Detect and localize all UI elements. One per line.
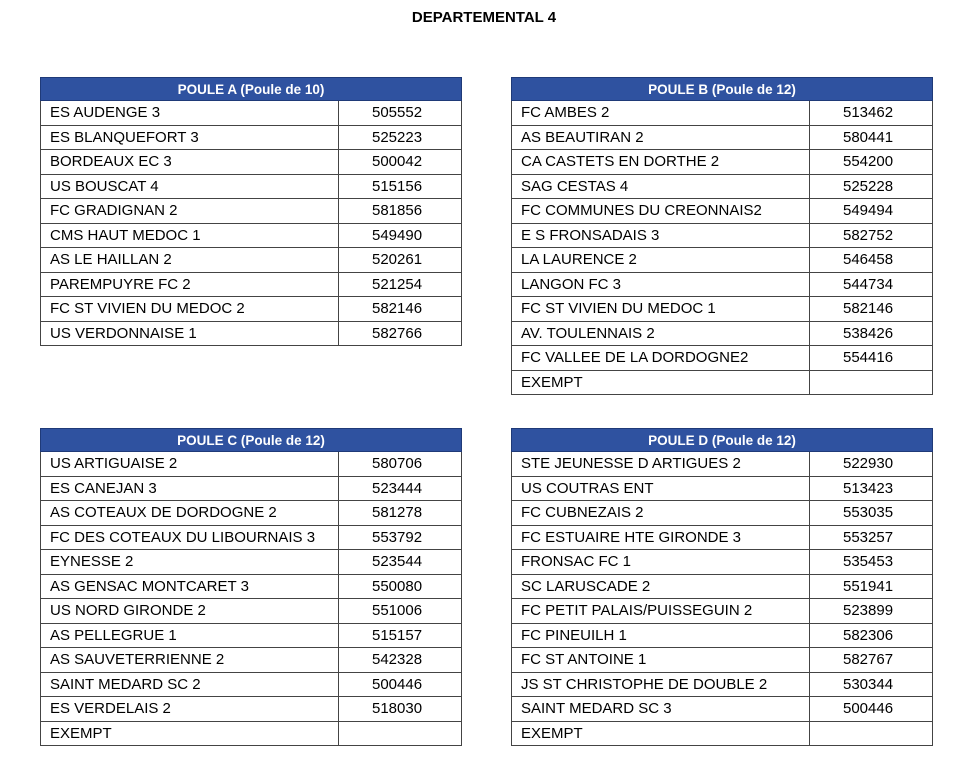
table-row bbox=[41, 721, 462, 746]
team-name-cell: AS BEAUTIRAN 2 bbox=[512, 125, 810, 150]
club-code-cell: 505552 bbox=[339, 101, 462, 126]
table-row bbox=[512, 223, 933, 248]
table-row bbox=[512, 525, 933, 550]
club-code-cell: 500446 bbox=[810, 697, 933, 722]
club-code-cell: 554200 bbox=[810, 150, 933, 175]
team-name-cell: FC VALLEE DE LA DORDOGNE2 bbox=[512, 346, 810, 371]
team-name-cell: FC DES COTEAUX DU LIBOURNAIS 3 bbox=[41, 525, 339, 550]
club-code-cell: 554416 bbox=[810, 346, 933, 371]
club-code-cell: 520261 bbox=[339, 248, 462, 273]
club-code-cell: 523899 bbox=[810, 599, 933, 624]
table-row bbox=[41, 174, 462, 199]
team-name-cell: FC ST ANTOINE 1 bbox=[512, 648, 810, 673]
club-code-cell: 500446 bbox=[339, 672, 462, 697]
poule-b-header: POULE B (Poule de 12) bbox=[512, 78, 933, 101]
table-row bbox=[512, 501, 933, 526]
poule-d-header: POULE D (Poule de 12) bbox=[512, 429, 933, 452]
table-row bbox=[512, 476, 933, 501]
poule-c-header: POULE C (Poule de 12) bbox=[41, 429, 462, 452]
table-row bbox=[41, 223, 462, 248]
team-name-cell: FC ST VIVIEN DU MEDOC 2 bbox=[41, 297, 339, 322]
team-name-cell: E S FRONSADAIS 3 bbox=[512, 223, 810, 248]
poule-b-table bbox=[511, 77, 933, 395]
team-name-cell: EYNESSE 2 bbox=[41, 550, 339, 575]
team-name-cell: ES CANEJAN 3 bbox=[41, 476, 339, 501]
table-row bbox=[41, 150, 462, 175]
table-row bbox=[512, 321, 933, 346]
poule-d-table bbox=[511, 428, 933, 746]
table-row bbox=[512, 125, 933, 150]
team-name-cell: AV. TOULENNAIS 2 bbox=[512, 321, 810, 346]
club-code-cell: 515157 bbox=[339, 623, 462, 648]
team-name-cell: PAREMPUYRE FC 2 bbox=[41, 272, 339, 297]
table-row bbox=[41, 321, 462, 346]
team-name-cell: CA CASTETS EN DORTHE 2 bbox=[512, 150, 810, 175]
table-row bbox=[512, 297, 933, 322]
team-name-cell: CMS HAUT MEDOC 1 bbox=[41, 223, 339, 248]
team-name-cell: AS GENSAC MONTCARET 3 bbox=[41, 574, 339, 599]
poule-header-row bbox=[512, 429, 933, 452]
team-name-cell: FRONSAC FC 1 bbox=[512, 550, 810, 575]
table-row bbox=[512, 550, 933, 575]
table-row bbox=[512, 370, 933, 395]
team-name-cell: FC AMBES 2 bbox=[512, 101, 810, 126]
team-name-cell: US COUTRAS ENT bbox=[512, 476, 810, 501]
club-code-cell: 542328 bbox=[339, 648, 462, 673]
club-code-cell: 581278 bbox=[339, 501, 462, 526]
club-code-cell: 553257 bbox=[810, 525, 933, 550]
club-code-cell: 544734 bbox=[810, 272, 933, 297]
club-code-cell: 550080 bbox=[339, 574, 462, 599]
poule-a-header: POULE A (Poule de 10) bbox=[41, 78, 462, 101]
club-code-cell: 538426 bbox=[810, 321, 933, 346]
club-code-cell: 515156 bbox=[339, 174, 462, 199]
table-row bbox=[512, 672, 933, 697]
table-row bbox=[512, 248, 933, 273]
team-name-cell: FC CUBNEZAIS 2 bbox=[512, 501, 810, 526]
team-name-cell: AS LE HAILLAN 2 bbox=[41, 248, 339, 273]
club-code-cell: 530344 bbox=[810, 672, 933, 697]
table-row bbox=[41, 672, 462, 697]
team-name-cell: ES BLANQUEFORT 3 bbox=[41, 125, 339, 150]
team-name-cell: AS PELLEGRUE 1 bbox=[41, 623, 339, 648]
team-name-cell: FC PETIT PALAIS/PUISSEGUIN 2 bbox=[512, 599, 810, 624]
table-row bbox=[41, 697, 462, 722]
table-row bbox=[41, 101, 462, 126]
table-row bbox=[41, 648, 462, 673]
team-name-cell: FC ST VIVIEN DU MEDOC 1 bbox=[512, 297, 810, 322]
club-code-cell bbox=[810, 721, 933, 746]
club-code-cell: 549494 bbox=[810, 199, 933, 224]
club-code-cell: 580441 bbox=[810, 125, 933, 150]
club-code-cell: 513462 bbox=[810, 101, 933, 126]
club-code-cell: 523544 bbox=[339, 550, 462, 575]
table-row bbox=[41, 623, 462, 648]
club-code-cell: 582146 bbox=[810, 297, 933, 322]
club-code-cell: 551006 bbox=[339, 599, 462, 624]
team-name-cell: BORDEAUX EC 3 bbox=[41, 150, 339, 175]
team-name-cell: EXEMPT bbox=[41, 721, 339, 746]
poule-header-row bbox=[512, 78, 933, 101]
club-code-cell: 582306 bbox=[810, 623, 933, 648]
club-code-cell: 525228 bbox=[810, 174, 933, 199]
poule-header-row bbox=[41, 78, 462, 101]
table-row bbox=[41, 199, 462, 224]
team-name-cell: FC GRADIGNAN 2 bbox=[41, 199, 339, 224]
team-name-cell: LANGON FC 3 bbox=[512, 272, 810, 297]
team-name-cell: SAG CESTAS 4 bbox=[512, 174, 810, 199]
team-name-cell: US NORD GIRONDE 2 bbox=[41, 599, 339, 624]
table-row bbox=[41, 452, 462, 477]
team-name-cell: FC ESTUAIRE HTE GIRONDE 3 bbox=[512, 525, 810, 550]
team-name-cell: US VERDONNAISE 1 bbox=[41, 321, 339, 346]
team-name-cell: JS ST CHRISTOPHE DE DOUBLE 2 bbox=[512, 672, 810, 697]
team-name-cell: AS SAUVETERRIENNE 2 bbox=[41, 648, 339, 673]
table-row bbox=[41, 525, 462, 550]
team-name-cell: SAINT MEDARD SC 3 bbox=[512, 697, 810, 722]
table-row bbox=[41, 125, 462, 150]
club-code-cell: 549490 bbox=[339, 223, 462, 248]
team-name-cell: SAINT MEDARD SC 2 bbox=[41, 672, 339, 697]
table-row bbox=[512, 648, 933, 673]
team-name-cell: EXEMPT bbox=[512, 721, 810, 746]
table-row bbox=[41, 272, 462, 297]
team-name-cell: FC PINEUILH 1 bbox=[512, 623, 810, 648]
team-name-cell: FC COMMUNES DU CREONNAIS2 bbox=[512, 199, 810, 224]
table-row bbox=[512, 346, 933, 371]
table-row bbox=[512, 574, 933, 599]
table-row bbox=[512, 101, 933, 126]
club-code-cell: 582146 bbox=[339, 297, 462, 322]
team-name-cell: SC LARUSCADE 2 bbox=[512, 574, 810, 599]
club-code-cell: 521254 bbox=[339, 272, 462, 297]
table-row bbox=[41, 574, 462, 599]
team-name-cell: EXEMPT bbox=[512, 370, 810, 395]
club-code-cell: 513423 bbox=[810, 476, 933, 501]
table-row bbox=[512, 623, 933, 648]
table-row bbox=[512, 721, 933, 746]
page-title: DEPARTEMENTAL 4 bbox=[411, 9, 557, 26]
team-name-cell: US ARTIGUAISE 2 bbox=[41, 452, 339, 477]
club-code-cell: 582767 bbox=[810, 648, 933, 673]
table-row bbox=[41, 248, 462, 273]
club-code-cell: 518030 bbox=[339, 697, 462, 722]
club-code-cell bbox=[339, 721, 462, 746]
table-row bbox=[512, 150, 933, 175]
team-name-cell: STE JEUNESSE D ARTIGUES 2 bbox=[512, 452, 810, 477]
table-row bbox=[512, 174, 933, 199]
club-code-cell: 580706 bbox=[339, 452, 462, 477]
poule-header-row bbox=[41, 429, 462, 452]
club-code-cell: 551941 bbox=[810, 574, 933, 599]
table-row bbox=[512, 199, 933, 224]
table-row bbox=[512, 697, 933, 722]
team-name-cell: LA LAURENCE 2 bbox=[512, 248, 810, 273]
club-code-cell: 500042 bbox=[339, 150, 462, 175]
table-row bbox=[512, 452, 933, 477]
club-code-cell: 582766 bbox=[339, 321, 462, 346]
table-row bbox=[41, 476, 462, 501]
team-name-cell: ES AUDENGE 3 bbox=[41, 101, 339, 126]
table-row bbox=[41, 599, 462, 624]
table-row bbox=[41, 297, 462, 322]
club-code-cell: 523444 bbox=[339, 476, 462, 501]
table-row bbox=[41, 501, 462, 526]
club-code-cell: 525223 bbox=[339, 125, 462, 150]
poule-c-table bbox=[40, 428, 462, 746]
table-row bbox=[512, 272, 933, 297]
club-code-cell: 581856 bbox=[339, 199, 462, 224]
team-name-cell: AS COTEAUX DE DORDOGNE 2 bbox=[41, 501, 339, 526]
club-code-cell: 546458 bbox=[810, 248, 933, 273]
table-row bbox=[41, 550, 462, 575]
club-code-cell: 553035 bbox=[810, 501, 933, 526]
team-name-cell: ES VERDELAIS 2 bbox=[41, 697, 339, 722]
club-code-cell: 535453 bbox=[810, 550, 933, 575]
table-row bbox=[512, 599, 933, 624]
poule-a-table bbox=[40, 77, 462, 346]
club-code-cell bbox=[810, 370, 933, 395]
club-code-cell: 553792 bbox=[339, 525, 462, 550]
club-code-cell: 582752 bbox=[810, 223, 933, 248]
club-code-cell: 522930 bbox=[810, 452, 933, 477]
team-name-cell: US BOUSCAT 4 bbox=[41, 174, 339, 199]
